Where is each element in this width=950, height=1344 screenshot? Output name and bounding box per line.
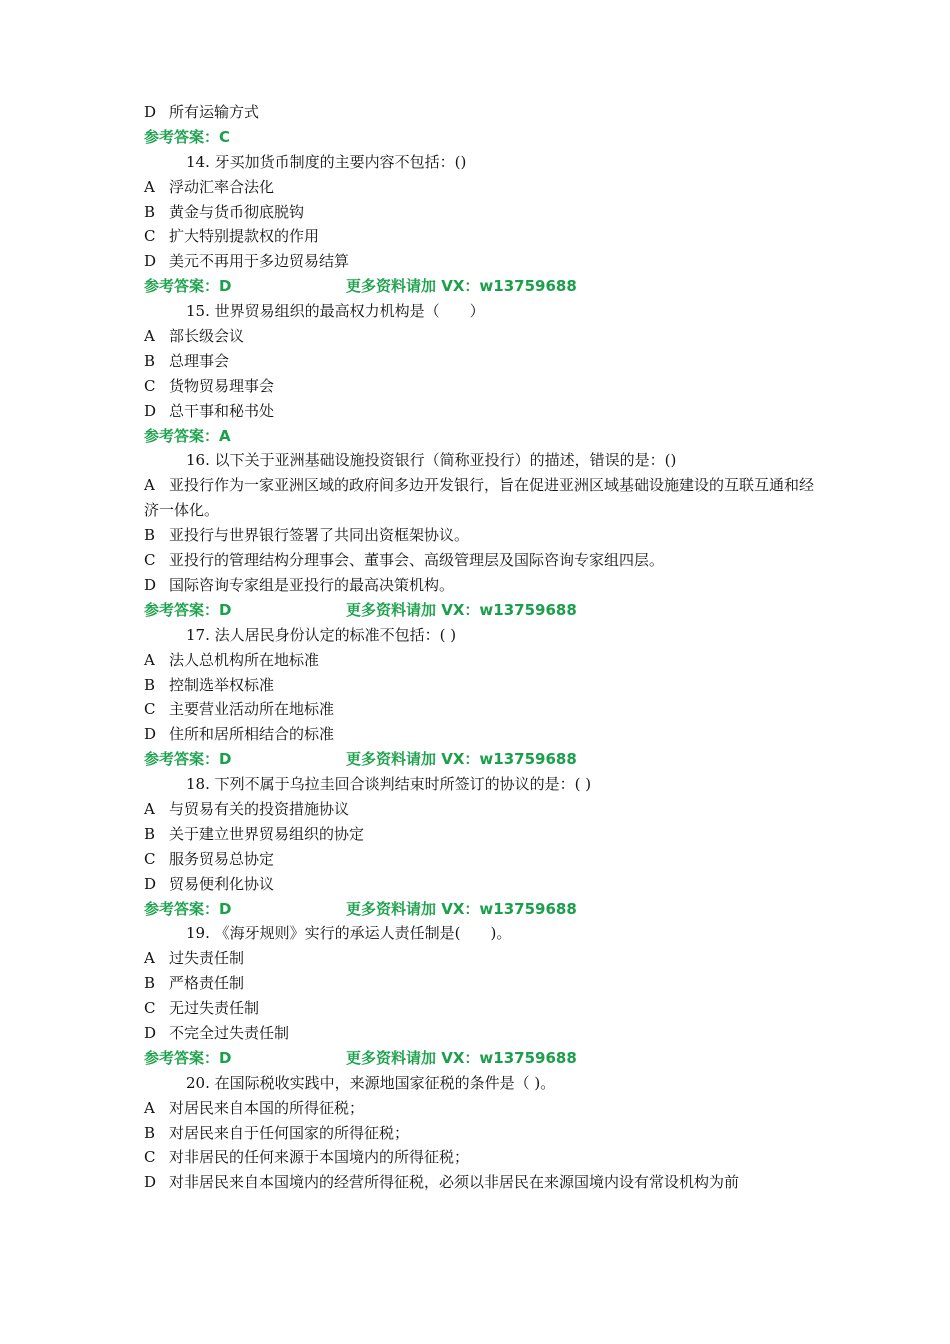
answer-line (144, 747, 824, 772)
option-line (144, 996, 824, 1021)
option-line (144, 1021, 824, 1046)
option-letter: D (144, 575, 157, 594)
option-text: 国际咨询专家组是亚投行的最高决策机构。 (169, 575, 455, 594)
contact-note: 更多资料请加 VX：w13759688 (346, 899, 577, 918)
option-letter: B (144, 351, 156, 370)
option-line (144, 673, 824, 698)
option-text: 对非居民的任何来源于本国境内的所得征税； (169, 1148, 470, 1167)
option-letter: D (144, 874, 157, 893)
contact-note: 更多资料请加 VX：w13759688 (346, 750, 577, 769)
option-line (144, 100, 824, 125)
option-line (144, 175, 824, 200)
question-prompt: 14. 牙买加货币制度的主要内容不包括：() (186, 152, 467, 171)
option-letter: C (144, 999, 156, 1018)
option-letter: C (144, 551, 156, 570)
option-letter: C (144, 376, 156, 395)
answer-line (144, 125, 824, 150)
option-line (144, 224, 824, 249)
option-text: 亚投行的管理结构分理事会、董事会、高级管理层及国际咨询专家组四层。 (169, 551, 665, 570)
option-text: 对居民来自于任何国家的所得征税； (169, 1123, 410, 1142)
question-list (144, 100, 824, 1195)
answer-label: 参考答案：D (144, 277, 232, 296)
option-letter: D (144, 1173, 157, 1192)
option-line (144, 523, 824, 548)
question-prompt: 15. 世界贸易组织的最高权力机构是（ ） (186, 302, 485, 321)
option-text: 不完全过失责任制 (169, 1023, 290, 1042)
option-text: 严格责任制 (169, 974, 245, 993)
answer-label: 参考答案：A (144, 426, 231, 445)
question-prompt: 18. 下列不属于乌拉圭回合谈判结束时所签订的协议的是：( ) (186, 775, 592, 794)
option-text: 扩大特别提款权的作用 (169, 227, 320, 246)
option-line (144, 797, 824, 822)
question-prompt: 19. 《海牙规则》实行的承运人责任制是( )。 (186, 924, 512, 943)
option-text: 无过失责任制 (169, 999, 260, 1018)
option-line (144, 822, 824, 847)
option-letter: D (144, 252, 157, 271)
option-letter: A (144, 799, 155, 818)
option-text: 浮动汇率合法化 (169, 177, 275, 196)
answer-line (144, 424, 824, 449)
option-text: 与贸易有关的投资措施协议 (169, 799, 350, 818)
option-line (144, 1121, 824, 1146)
option-line (144, 1170, 824, 1195)
option-text: 贸易便利化协议 (169, 874, 275, 893)
answer-label: 参考答案：C (144, 127, 231, 146)
option-line (144, 722, 824, 747)
answer-line (144, 274, 824, 299)
answer-line (144, 1046, 824, 1071)
option-line (144, 200, 824, 225)
option-text: 亚投行与世界银行签署了共同出资框架协议。 (169, 526, 470, 545)
option-letter: B (144, 526, 156, 545)
option-letter: C (144, 227, 156, 246)
option-text: 关于建立世界贸易组织的协定 (169, 824, 365, 843)
question-prompt: 16. 以下关于亚洲基础设施投资银行（简称亚投行）的描述，错误的是：() (186, 451, 677, 470)
option-letter: D (144, 1023, 157, 1042)
option-text: 服务贸易总协定 (169, 849, 275, 868)
option-letter: C (144, 849, 156, 868)
answer-label: 参考答案：D (144, 1048, 232, 1067)
option-text: 控制选举权标准 (169, 675, 275, 694)
option-text: 法人总机构所在地标准 (169, 650, 320, 669)
option-letter: A (144, 1098, 155, 1117)
option-line (144, 847, 824, 872)
option-text: 对非居民来自本国境内的经营所得征税，必须以非居民在来源国境内设有常设机构为前 (169, 1173, 740, 1192)
option-line (144, 399, 824, 424)
contact-note: 更多资料请加 VX：w13759688 (346, 600, 577, 619)
option-text: 黄金与货币彻底脱钩 (169, 202, 305, 221)
answer-label: 参考答案：D (144, 750, 232, 769)
option-letter: B (144, 1123, 156, 1142)
option-text: 所有运输方式 (169, 103, 260, 121)
option-letter: C (144, 700, 156, 719)
contact-note: 更多资料请加 VX：w13759688 (346, 1048, 577, 1067)
answer-label: 参考答案：D (144, 600, 232, 619)
option-line (144, 872, 824, 897)
option-letter: A (144, 949, 155, 968)
option-letter: D (144, 725, 157, 744)
question-prompt: 17. 法人居民身份认定的标准不包括：( ) (186, 625, 457, 644)
option-line (144, 946, 824, 971)
answer-line (144, 598, 824, 623)
option-line (144, 249, 824, 274)
option-text: 货物贸易理事会 (169, 376, 275, 395)
option-text: 过失责任制 (169, 949, 245, 968)
option-line (144, 648, 824, 673)
question-prompt: 20. 在国际税收实践中，来源地国家征税的条件是（ )。 (186, 1073, 556, 1092)
option-letter: B (144, 824, 156, 843)
option-text: 住所和居所相结合的标准 (169, 725, 335, 744)
option-line (144, 548, 824, 573)
option-line (144, 573, 824, 598)
option-letter: A (144, 327, 155, 346)
option-line (144, 1145, 824, 1170)
option-letter: A (144, 650, 155, 669)
option-text: 对居民来自本国的所得征税； (169, 1098, 365, 1117)
option-line (144, 349, 824, 374)
option-letter: A (144, 476, 155, 495)
option-line (144, 697, 824, 722)
option-line (144, 971, 824, 996)
option-letter: B (144, 675, 156, 694)
option-letter: D (144, 103, 157, 121)
answer-line (144, 897, 824, 922)
option-line (144, 1096, 824, 1121)
contact-note: 更多资料请加 VX：w13759688 (346, 277, 577, 296)
option-letter: B (144, 202, 156, 221)
option-letter: C (144, 1148, 156, 1167)
option-line (144, 374, 824, 399)
option-text: 美元不再用于多边贸易结算 (169, 252, 350, 271)
option-letter: B (144, 974, 156, 993)
answer-label: 参考答案：D (144, 899, 232, 918)
option-letter: A (144, 177, 155, 196)
option-line (144, 473, 814, 523)
option-text: 主要营业活动所在地标准 (169, 700, 335, 719)
option-text: 总理事会 (169, 351, 230, 370)
option-text: 亚投行作为一家亚洲区域的政府间多边开发银行，旨在促进亚洲区域基础设施建设的互联互通和经济一体化。 (144, 476, 815, 520)
option-line (144, 324, 824, 349)
option-letter: D (144, 401, 157, 420)
option-text: 部长级会议 (169, 327, 245, 346)
option-text: 总干事和秘书处 (169, 401, 275, 420)
